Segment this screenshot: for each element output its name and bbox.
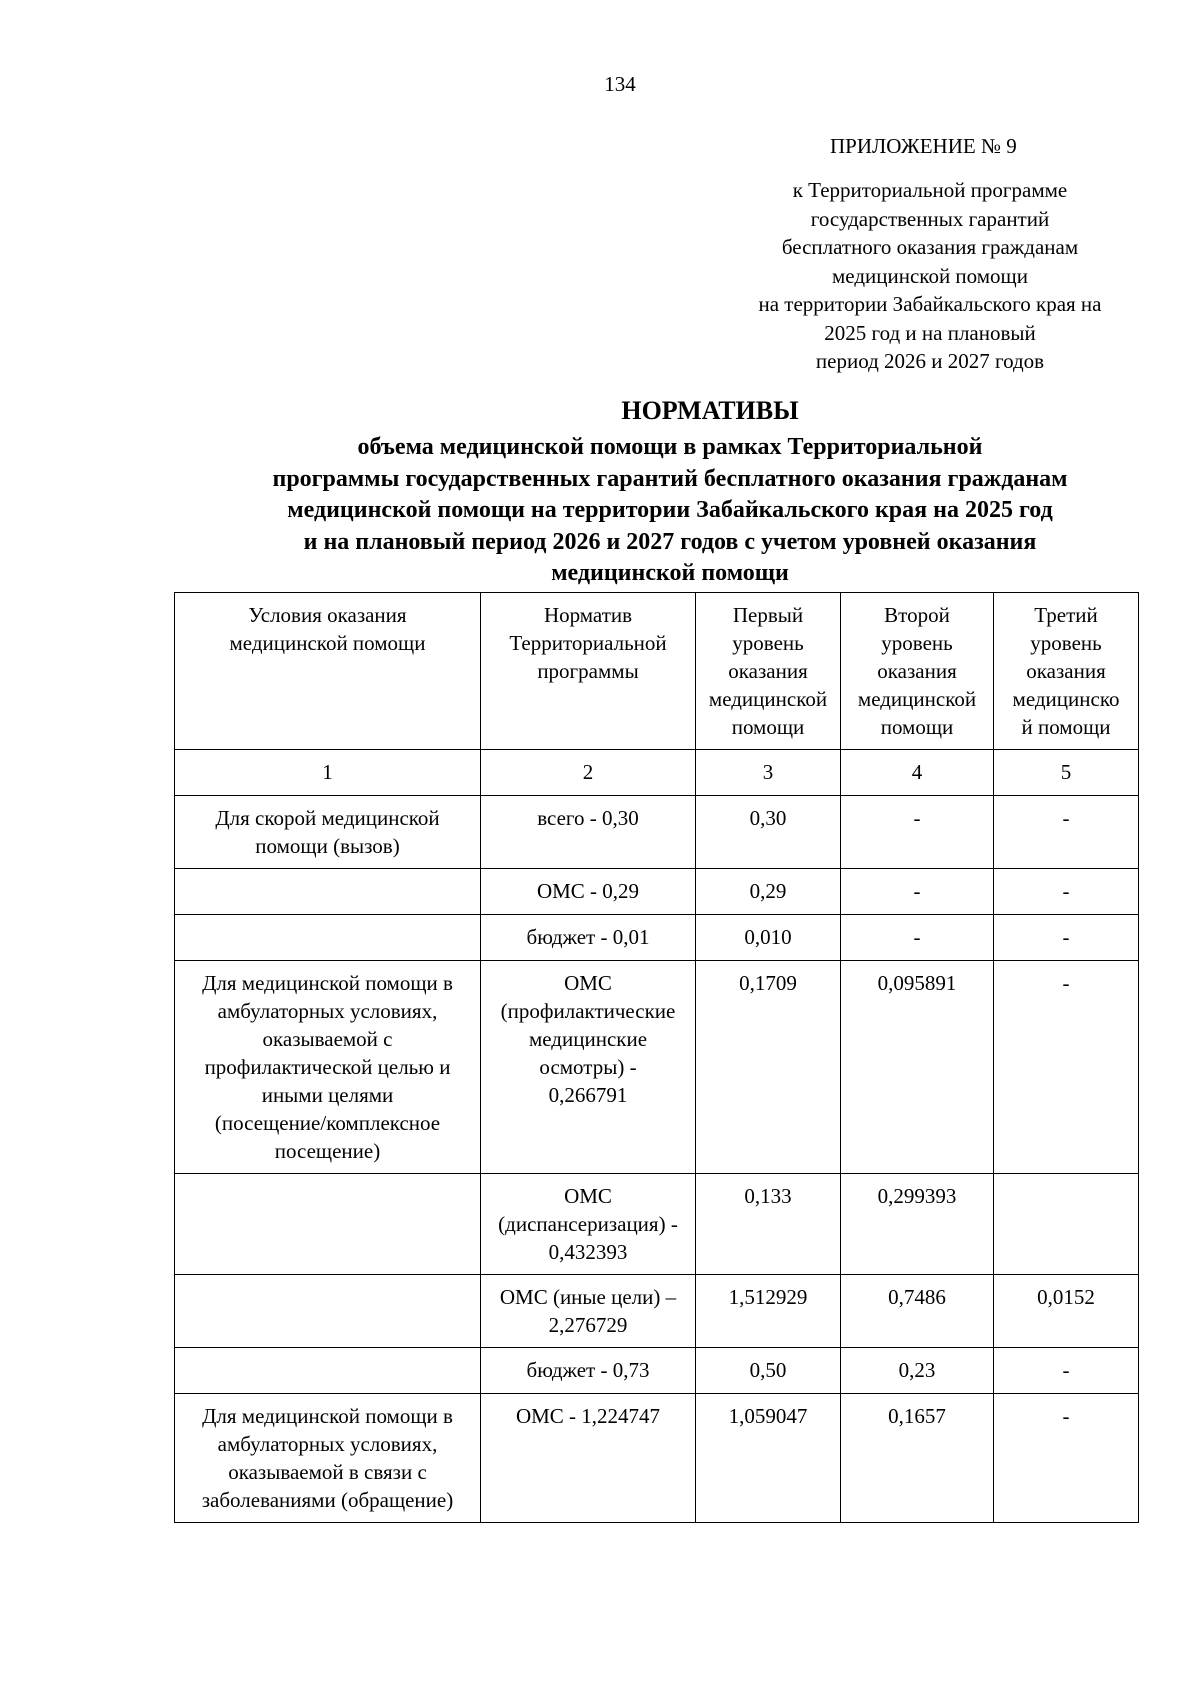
cell-c2	[481, 796, 696, 869]
cell-line: Первый	[732, 603, 804, 627]
cell-c1	[175, 961, 481, 1174]
appendix-line: к Территориальной программе	[792, 178, 1068, 202]
cell-line: оказания	[728, 659, 808, 683]
cell-c3: 0,010	[696, 915, 841, 961]
cell-c4: -	[841, 869, 994, 915]
cell-line: Условия оказания	[248, 603, 407, 627]
cell-line: иными целями	[261, 1083, 394, 1107]
cell-line: помощи	[880, 715, 954, 739]
cell-line: медицинской	[708, 687, 828, 711]
appendix-title: ПРИЛОЖЕНИЕ № 9	[830, 134, 1017, 158]
cell-line: ОМС	[564, 1184, 612, 1208]
cell-c1	[175, 1275, 481, 1348]
cell-line: й помощи	[1021, 715, 1111, 739]
cell-line: посещение)	[274, 1139, 381, 1163]
table-header-row	[175, 593, 1139, 750]
cell-line: амбулаторных условиях,	[217, 1432, 438, 1456]
cell-line: бюджет - 0,73	[526, 1358, 650, 1382]
table-row	[175, 915, 1139, 961]
cell-c5: -	[994, 915, 1139, 961]
table-row	[175, 1348, 1139, 1394]
subtitle-line: программы государственных гарантий бесплатного оказания гражданам	[272, 465, 1068, 492]
cell-line: медицинско	[1012, 687, 1120, 711]
cell-c1	[175, 1174, 481, 1275]
cell-line: 2,276729	[548, 1313, 628, 1337]
cell-line: осмотры) -	[539, 1055, 637, 1079]
cell-line: Для медицинской помощи в	[202, 971, 453, 995]
cell-c1	[175, 1348, 481, 1394]
table-row	[175, 1174, 1139, 1275]
header-cell-c2	[481, 593, 696, 750]
column-number-cell: 2	[481, 750, 696, 796]
cell-line: уровень	[1030, 631, 1102, 655]
cell-line: ОМС - 0,29	[536, 879, 640, 903]
cell-c1	[175, 869, 481, 915]
cell-line: всего - 0,30	[537, 806, 639, 830]
table-row	[175, 1275, 1139, 1348]
cell-c5: -	[994, 961, 1139, 1174]
cell-c2	[481, 1275, 696, 1348]
cell-c4: 0,299393	[841, 1174, 994, 1275]
column-number-cell: 4	[841, 750, 994, 796]
cell-line: помощи (вызов)	[255, 834, 400, 858]
header-cell-c4	[841, 593, 994, 750]
cell-line: оказываемой в связи с	[228, 1460, 427, 1484]
cell-c2	[481, 915, 696, 961]
appendix-line: на территории Забайкальского края на	[758, 292, 1102, 316]
table-row	[175, 1394, 1139, 1523]
cell-c2	[481, 869, 696, 915]
cell-line: программы	[537, 659, 639, 683]
cell-line: Норматив	[543, 603, 633, 627]
subtitle-line: медицинской помощи на территории Забайкальского края на 2025 год	[287, 497, 1053, 523]
subtitle-line: медицинской помощи	[551, 560, 789, 586]
subtitle-line: объема медицинской помощи в рамках Территориальной	[357, 434, 983, 460]
cell-line: профилактической целью и	[204, 1055, 451, 1079]
cell-c4: 0,1657	[841, 1394, 994, 1523]
cell-line: уровень	[881, 631, 953, 655]
cell-c2	[481, 1394, 696, 1523]
cell-line: оказания	[877, 659, 957, 683]
cell-c4: 0,7486	[841, 1275, 994, 1348]
document-title: НОРМАТИВЫ	[621, 396, 799, 425]
header-cell-c5	[994, 593, 1139, 750]
column-number-row	[175, 750, 1139, 796]
table-row	[175, 961, 1139, 1174]
column-number-cell: 1	[175, 750, 481, 796]
cell-c3: 1,059047	[696, 1394, 841, 1523]
cell-line: амбулаторных условиях,	[217, 999, 438, 1023]
appendix-line: медицинской помощи	[832, 263, 1028, 288]
cell-line: Для медицинской помощи в	[202, 1404, 453, 1428]
cell-c3: 0,1709	[696, 961, 841, 1174]
cell-c3: 0,29	[696, 869, 841, 915]
cell-line: ОМС - 1,224747	[515, 1404, 661, 1428]
cell-c5: -	[994, 796, 1139, 869]
norms-table	[174, 592, 1139, 1523]
cell-c4: 0,23	[841, 1348, 994, 1394]
cell-line: медицинской	[857, 687, 977, 711]
cell-c4: 0,095891	[841, 961, 994, 1174]
cell-line: оказываемой с	[262, 1027, 393, 1051]
cell-line: медицинские	[528, 1027, 648, 1051]
cell-line: ОМС	[564, 971, 612, 995]
cell-line: (посещение/комплексное	[214, 1111, 441, 1135]
cell-c1	[175, 1394, 481, 1523]
cell-c1	[175, 796, 481, 869]
cell-line: (диспансеризация) -	[498, 1212, 678, 1236]
cell-c5: 0,0152	[994, 1275, 1139, 1348]
cell-line: уровень	[732, 631, 804, 655]
cell-c5: -	[994, 869, 1139, 915]
norms-table-body	[175, 593, 1139, 1523]
cell-line: оказания	[1026, 659, 1106, 683]
appendix-line: 2025 год и на плановый	[824, 320, 1036, 345]
cell-line: (профилактические	[500, 999, 676, 1023]
table-row	[175, 796, 1139, 869]
cell-c2	[481, 961, 696, 1174]
cell-c3: 0,30	[696, 796, 841, 869]
column-number-cell: 5	[994, 750, 1139, 796]
appendix-reference	[735, 176, 1125, 376]
cell-c1	[175, 915, 481, 961]
appendix-line: период 2026 и 2027 годов	[815, 349, 1045, 373]
subtitle-line: и на плановый период 2026 и 2027 годов с учетом уровней оказания	[303, 528, 1037, 555]
cell-line: Территориальной	[509, 631, 667, 655]
cell-c2	[481, 1348, 696, 1394]
cell-line: ОМС (иные цели) –	[499, 1285, 677, 1309]
cell-c3: 1,512929	[696, 1275, 841, 1348]
document-subtitle	[190, 432, 1150, 590]
cell-line: 0,266791	[548, 1083, 628, 1107]
cell-line: медицинской помощи	[229, 631, 426, 655]
cell-c5	[994, 1174, 1139, 1275]
cell-line: Второй	[884, 603, 950, 627]
cell-line: заболеваниями (обращение)	[201, 1488, 454, 1512]
cell-c2	[481, 1174, 696, 1275]
appendix-line: государственных гарантий	[810, 206, 1050, 231]
cell-c3: 0,133	[696, 1174, 841, 1275]
cell-line: Третий	[1034, 603, 1098, 627]
cell-line: бюджет - 0,01	[526, 925, 650, 949]
cell-line: помощи	[731, 715, 805, 739]
header-cell-c1	[175, 593, 481, 750]
column-number-cell: 3	[696, 750, 841, 796]
header-cell-c3	[696, 593, 841, 750]
page-number: 134	[604, 72, 636, 96]
appendix-line: бесплатного оказания гражданам	[781, 235, 1079, 259]
table-row	[175, 869, 1139, 915]
cell-c3: 0,50	[696, 1348, 841, 1394]
cell-c4: -	[841, 796, 994, 869]
cell-line: Для скорой медицинской	[215, 806, 440, 830]
cell-c4: -	[841, 915, 994, 961]
cell-c5: -	[994, 1348, 1139, 1394]
cell-line: 0,432393	[548, 1240, 628, 1264]
cell-c5: -	[994, 1394, 1139, 1523]
